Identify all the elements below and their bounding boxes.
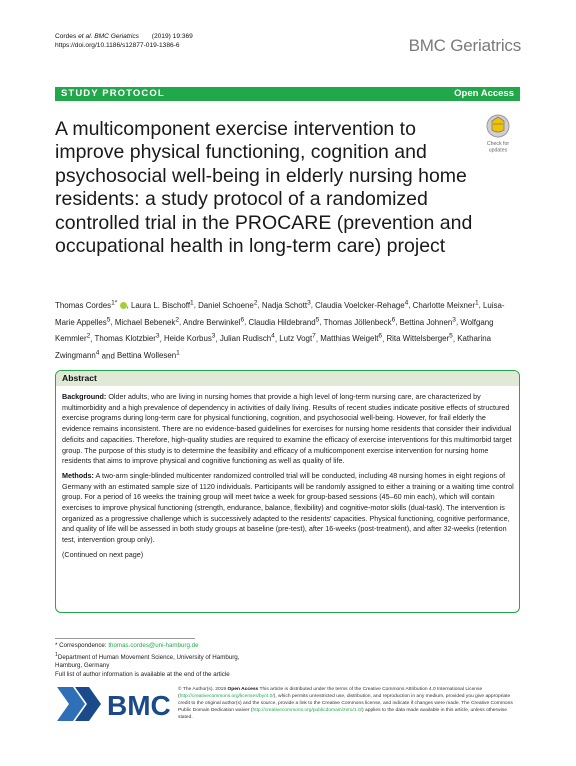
author-affiliation: 1 — [474, 299, 479, 306]
author-name[interactable]: Bettina Wollesen — [117, 351, 177, 361]
license-link-cc0[interactable]: http://creativecommons.org/publicdomain/zero/1.0/ — [252, 708, 363, 713]
footnote-divider — [55, 638, 195, 639]
license-text — [178, 686, 520, 721]
abstract-header — [56, 371, 519, 386]
license-lead: © The Author(s). 2019 — [178, 687, 228, 692]
author-affiliation: 6 — [240, 315, 245, 323]
author-name[interactable]: Claudia Hildebrand — [248, 317, 316, 327]
author-affiliation: 6 — [378, 332, 383, 340]
author-list: Thomas Cordes$^{1*}$ , Laura L. Bischoff$^1$, Daniel Schoene$^2$, Nadja Schott$^3$, Claudia Voelcker-Rehage$^4$, Charlotte Meixner$^1$, Luisa-Marie Appelles$^5$, Michael Bebenek$^2$, Andre Berwinkel$^6$, Claudia Hildebrand$^5$, Thomas Jöllenbeck$^6$, Bettina Johnen$^3$, Wolfgang Kemmler$^2$, Thomas Klotzbier$^3$, Heide Korbus$^3$, Julian Rudisch$^4$, Lutz Vogt$^7$, Matthias Weigelt$^6$, Rita Wittelsberger$^5$, Katharina Zwingmann$^4$ and Bettina Wollesen$^1$ — [55, 299, 505, 361]
author-affiliation: 5 — [315, 315, 320, 323]
methods-label: Methods: — [62, 470, 94, 480]
continued-note: (Continued on next page) — [62, 549, 144, 559]
author-affiliation: 7 — [312, 332, 316, 340]
author-affiliation: 6 — [391, 315, 396, 323]
author-affiliation: 4 — [404, 299, 409, 306]
author-name[interactable]: Thomas Jöllenbeck — [323, 317, 392, 327]
full-author-info-note: Full list of author information is available at the end of the article — [55, 671, 230, 679]
author-entry — [323, 315, 396, 327]
author-entry — [183, 315, 245, 327]
footnotes — [55, 642, 315, 680]
author-entry — [220, 334, 275, 343]
license-link-cc-by[interactable]: http://creativecommons.org/licenses/by/4.0/ — [179, 694, 274, 699]
author-name[interactable]: Andre Berwinkel — [183, 317, 241, 327]
citation-header — [55, 32, 193, 50]
author-name[interactable]: Daniel Schoene — [198, 300, 254, 310]
abstract-background — [62, 392, 514, 467]
author-entry — [320, 334, 382, 343]
author-affiliation: 3 — [307, 299, 311, 306]
license-open-access: Open Access — [227, 687, 259, 692]
author-affiliation: 3 — [452, 315, 456, 323]
author-entry — [279, 334, 316, 343]
author-name[interactable]: Wolfgang Kemmler — [55, 317, 494, 344]
bmc-logo-text: BMC — [107, 690, 171, 721]
author-affiliation: 4 — [95, 349, 100, 357]
correspondence-label: * Correspondence: — [55, 642, 109, 649]
check-for-updates-line1: Check for — [486, 141, 510, 147]
author-name[interactable]: Laura L. Bischoff — [130, 300, 191, 310]
author-affiliation: 4 — [271, 332, 275, 340]
author-entry — [131, 301, 194, 310]
license-text-3: ) applies to the data made available in this article, unless otherwise stated. — [178, 708, 507, 720]
author-entry — [315, 301, 408, 310]
author-name[interactable]: Luisa-Marie Appelles — [55, 300, 505, 327]
author-entry — [114, 315, 180, 327]
author-name[interactable]: Bettina Johnen — [399, 317, 453, 327]
author-entry — [117, 351, 180, 360]
author-name[interactable]: Nadja Schott — [261, 300, 308, 310]
author-affiliation: 2 — [86, 332, 91, 340]
author-name[interactable]: Thomas Klotzbier — [94, 334, 156, 344]
author-name[interactable]: Katharina Zwingmann — [55, 334, 492, 361]
author-entry — [164, 334, 215, 343]
abstract-body — [62, 392, 514, 565]
author-name[interactable]: Julian Rudisch — [219, 334, 272, 344]
correspondence-email[interactable]: thomas.cordes@uni-hamburg.de — [108, 642, 199, 649]
background-text: Older adults, who are living in nursing homes that provide a high level of long-term nursing care, are characterized by multimorbidity and a high prevalence of dependency in activities of daily living. Results of recent studies indicate positive effects of structured exercise programs during long-term care for physical functioning, cognition, and psychosocial well-being. However, for frail elderly the evidence remains inconsistent. There are no evidence-based guidelines for exercises for nursing home residents that consider their individual deficits and capacities. Therefore, high-quality studies are required to examine the efficacy of exercise interventions for this multimorbid target group. The purpose of this study is to determine the feasibility and efficacy of a multicomponent exercise intervention for nursing home residents that aims to improve physical and cognitive functioning as well as quality of life. — [62, 392, 512, 466]
author-entry — [413, 301, 479, 310]
open-access-label: Open Access — [454, 88, 514, 99]
author-affiliation: 5 — [106, 315, 111, 323]
author-affiliation: 1 — [176, 349, 180, 357]
article-type: STUDY PROTOCOL — [61, 88, 165, 99]
affiliation-line1: Department of Human Movement Science, University of Hamburg, — [57, 653, 240, 661]
orcid-icon[interactable] — [120, 302, 127, 309]
author-name[interactable]: Thomas Cordes — [55, 300, 112, 310]
citation-authors: Cordes — [55, 33, 77, 40]
methods-text: A two-arm single-blinded multicenter randomized controlled trial will be conducted, including 48 nursing homes in eight regions of Germany with an estimated sample size of 1120 individuals. Participants will be randomly assigned to either a training or a waiting time control group. For a period of 16 weeks the training group will meet twice a week for group-based sessions (45–60 min each), which will contain exercises to improve physical functioning (strength, endurance, balance, flexibility) and cognitive-motor skills (dual-task). The intervention is organized as a progressive challenge which is successively adapted to the residents' capacities. Physical functioning, cognitive performance, and quality of life will be assessed in both study groups at baseline (pre-test), after 16-weeks (post-treatment), and after 32-weeks (retention test, intervention group only). — [62, 470, 514, 545]
license-text-1: This article is distributed under the terms of the Creative Commons Attribution 4.0 International License ( — [178, 687, 483, 699]
author-affiliation: 5 — [449, 332, 453, 340]
article-title: A multicomponent exercise intervention to improve physical functioning, cognition and psychosocial well-being in elderly nursing home residents: a study protocol of a randomized controlled trial in the PROCARE (prevention and occupational health in long-term care) project — [55, 118, 473, 258]
author-name[interactable]: Rita Wittelsberger — [386, 334, 450, 344]
author-name[interactable]: Heide Korbus — [163, 334, 212, 344]
author-name[interactable]: Claudia Voelcker-Rehage — [315, 300, 405, 310]
license-text-2: ), which permits unrestricted use, distribution, and reproduction in any medium, provided you give appropriate credit to the original author(s) and the source, provide a link to the Creative Commons license, and indicate if changes were made. The Creative Commons Public Domain Dedication waiver ( — [178, 694, 513, 713]
doi-link[interactable]: https://doi.org/10.1186/s12877-019-1386-6 — [55, 42, 180, 49]
abstract-heading: Abstract — [62, 373, 97, 383]
abstract-methods — [62, 471, 514, 546]
journal-brand: BMC Geriatrics — [408, 36, 521, 55]
author-entry — [95, 334, 160, 343]
author-name[interactable]: Matthias Weigelt — [320, 334, 379, 344]
author-entry — [386, 334, 452, 343]
author-name[interactable]: Lutz Vogt — [279, 334, 313, 344]
author-affiliation: 1* — [111, 299, 118, 306]
citation-volume: (2019) 19:369 — [151, 33, 193, 40]
author-affiliation: 3 — [155, 332, 160, 340]
article-type-banner — [55, 87, 520, 101]
author-entry — [55, 301, 127, 310]
check-for-updates-line2: updates — [488, 147, 508, 154]
author-affiliation: 1 — [190, 299, 194, 306]
author-affiliation: 2 — [175, 315, 180, 323]
affiliation-line2: Hamburg, Germany — [55, 662, 110, 670]
check-for-updates-icon[interactable] — [478, 112, 518, 156]
author-name[interactable]: Charlotte Meixner — [412, 300, 475, 310]
citation-journal: et al. BMC Geriatrics — [78, 33, 139, 40]
author-entry — [262, 301, 311, 310]
author-entry — [248, 315, 320, 327]
background-label: Background: — [62, 392, 107, 401]
author-affiliation: 2 — [253, 299, 258, 306]
author-entry — [198, 301, 257, 310]
author-entry — [399, 315, 456, 327]
author-name[interactable]: Michael Bebenek — [114, 317, 176, 327]
affiliation-mark: 1 — [55, 651, 58, 658]
bmc-logo-icon — [55, 681, 175, 727]
author-affiliation: 3 — [211, 332, 216, 340]
